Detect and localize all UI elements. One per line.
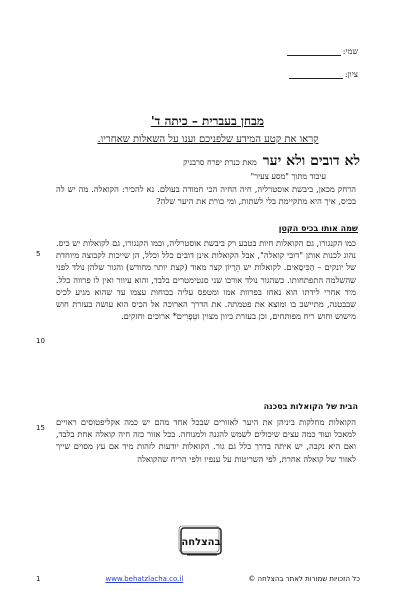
copyright-text: כל הזכויות שמורות לאתר בהצלחה © [248,575,360,583]
name-blank-line [287,46,341,56]
footer [36,575,360,583]
paragraph-territory: הקואלות מחלקות ביניהן את היער לאזורים שבכל אחד מהם יש כמה אקליפטוסים ראויים למאכל ועוד כמה עצים שיכולים לשמש להגנה ולמנוחה. בכל אזור כזה חיה קואלה אחת בלבד, ואם היא נקבה, יש איתה בדרך כלל גם גור. הקואלות יודעות לזהות מיד אם עץ מסוים שייך לאזור של קואלה אחרת, לפי השריטות על ענפיו ולפי הריח שהקואלה [56,417,356,464]
story-heading [183,153,360,170]
paragraph-pouch: כמו הקנגורו, גם הקואלות חיות בטבע רק ביבשת אוסטרליה, וכמו הקנגורו, גם לקואלות יש כיס. נהוג לכנות אותן "דובי קואלה", אבל הקואלות אינן דובים כלל וכלל, הן שייכות לקבוצה מיוחדת של יונקים – הַכִּיסָאִים. לקואלות יש הֵרָיוֹן קצר מאוד (קצת יותר מחודש) והגור שלהן נולד לפני שהשלמה התפתחותו. כשהגור נולד אורכו שני סנטימטרים בלבד, והוא עיוור ואין לו פרווה כלל. מיד אחרי לידתו הוא נאחז בפרוות אמו ומטפס עליה בכוחות עצמו עד שהוא מגיע לכיס שבבטנה, מתיישב בו ומוצא את פטמתה. את הדרך הארוכה אל הכיס הוא עושה בעזרת חוש מישוש וחוש ריח מפותחים, וכן בעזרת כיוון מצוין וטְפָרִים* ארוכים וחזקים. [56,238,356,322]
name-label: שמי: [342,47,358,56]
grade-blank-line [289,69,343,79]
subheading-pouch: שמה אותו בכיס הקטן [278,224,358,233]
paragraph-intro: הרחק מכאן, ביבשת אוסטרליה, חיה החיה הכי חמודה בעולם. נא להכיר: הקואלה. מה יש לה בכיס, איך היא מתקיימת בלי לשתות, ומי כורת את היער שלה? [56,184,356,207]
name-field [287,46,358,56]
svg-text:בהצלחה: בהצלחה [181,537,221,548]
page-number: 1 [36,575,41,583]
exam-title: מבחן בעברית – כיתה ד' [150,114,264,128]
line-number-10: 10 [36,337,45,345]
source-note: עיבוד מתוך "מסע צעיר" [250,172,326,181]
subheading-danger: הבית של הקואלות בסכנה [263,402,358,411]
website-link[interactable]: www.behatzlacha.co.il [105,575,184,583]
story-author: מאת כנרת יפרח סרבניק [183,158,257,167]
grade-label: ציון: [344,70,358,79]
behatzlacha-logo [171,524,231,560]
story-title: לא דובים ולא יער [262,153,360,169]
grade-field [289,69,358,79]
line-number-5: 5 [36,250,41,258]
instruction-text: קראו את קטע המידע שלפניכם וענו על השאלות שאחריו. [97,134,319,145]
line-number-15: 15 [36,424,45,432]
